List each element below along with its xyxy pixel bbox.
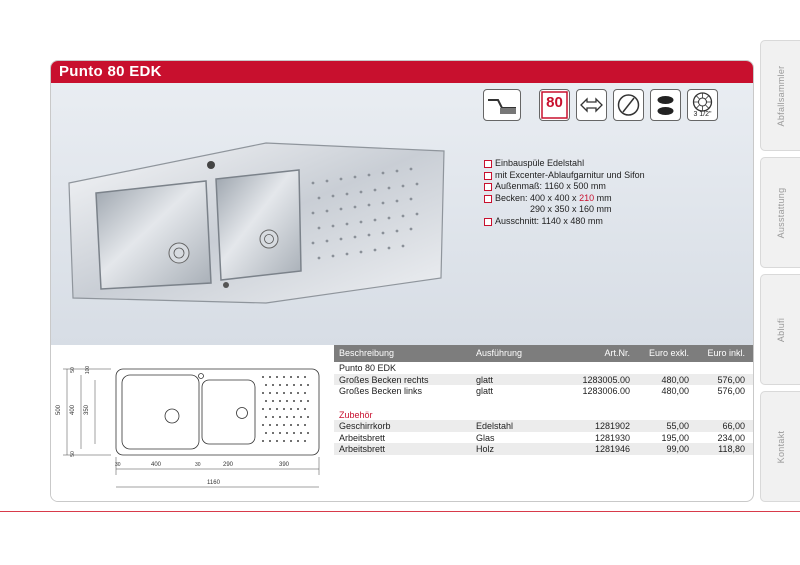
footer-divider bbox=[0, 511, 800, 512]
dim-top-offset2: 100 bbox=[85, 365, 92, 375]
dim-small-height: 350 bbox=[84, 404, 91, 416]
col-header-art-nr: Art.Nr. bbox=[604, 348, 630, 358]
basin-depth-highlight: 210 bbox=[579, 192, 595, 203]
col-header-description: Beschreibung bbox=[339, 348, 395, 358]
product-card bbox=[50, 60, 754, 502]
feature-list bbox=[484, 158, 645, 228]
technical-drawing bbox=[51, 345, 333, 501]
dim-bottom-offset: 50 bbox=[69, 451, 76, 457]
table-row: Großes Becken links glatt 1283006.00 480,00 576,00 bbox=[339, 386, 745, 396]
sidebar-tabs bbox=[760, 40, 800, 500]
waste-strainer-icon bbox=[687, 89, 718, 121]
dim-drainer-width: 390 bbox=[279, 462, 290, 468]
dim-big-width: 400 bbox=[151, 462, 162, 468]
dim-total-height: 500 bbox=[56, 404, 63, 416]
price-table bbox=[334, 345, 753, 455]
feature-icons bbox=[483, 89, 743, 125]
cabinet-width-label: 80 bbox=[546, 94, 563, 111]
dim-top-offset: 50 bbox=[69, 367, 76, 373]
feature-item: Einbauspüle Edelstahl bbox=[484, 158, 645, 170]
product-photo-area bbox=[51, 83, 753, 345]
feature-item: Ausschnitt: 1140 x 480 mm bbox=[484, 216, 645, 228]
table-row: Arbeitsbrett Glas 1281930 195,00 234,00 bbox=[339, 432, 745, 443]
dim-small-width: 290 bbox=[223, 462, 234, 468]
page-title: Punto 80 EDK bbox=[59, 63, 162, 80]
col-header-finish: Ausführung bbox=[476, 348, 523, 358]
feature-item: mit Excenter-Ablaufgarnitur und Sifon bbox=[484, 170, 645, 182]
feature-item: Außenmaß: 1160 x 500 mm bbox=[484, 181, 645, 193]
cabinet-width-icon bbox=[539, 89, 570, 121]
table-group-row bbox=[334, 362, 753, 374]
dim-total-width: 1160 bbox=[207, 480, 220, 486]
inset-sink-icon bbox=[483, 89, 521, 121]
eccentric-valve-icon bbox=[613, 89, 644, 121]
dim-basin-height: 400 bbox=[70, 404, 77, 416]
tab-ausstattung[interactable]: Ausstattung bbox=[760, 157, 800, 268]
tab-abluft[interactable]: Ablufi bbox=[760, 274, 800, 385]
col-header-price-excl: Euro exkl. bbox=[648, 348, 689, 358]
reversible-icon bbox=[576, 89, 607, 121]
table-row: Geschirrkorb Edelstahl 1281902 55,00 66,00 bbox=[334, 420, 753, 432]
table-row: Großes Becken rechts glatt 1283005.00 480,00 576,00 bbox=[334, 374, 753, 386]
tab-abfallsammler[interactable]: Abfallsammler bbox=[760, 40, 800, 151]
table-spacer bbox=[334, 397, 753, 409]
tab-kontakt[interactable]: Kontakt bbox=[760, 391, 800, 502]
group-label: Zubehör bbox=[339, 409, 373, 420]
feature-item: Becken: 400 x 400 x 210 mm bbox=[484, 193, 645, 205]
sink-photo bbox=[61, 93, 481, 353]
col-header-price-incl: Euro inkl. bbox=[707, 348, 745, 358]
table-group-row bbox=[334, 409, 753, 421]
dim-gap: 30 bbox=[195, 462, 201, 468]
feature-item: 290 x 350 x 160 mm bbox=[530, 204, 612, 215]
dim-left-edge: 30 bbox=[115, 462, 121, 468]
title-bar bbox=[51, 61, 753, 83]
waste-strainer-label: 3 1/2" bbox=[693, 111, 712, 118]
table-row: Arbeitsbrett Holz 1281946 99,00 118,80 bbox=[334, 443, 753, 455]
group-label: Punto 80 EDK bbox=[339, 363, 397, 373]
faucet-holes-icon bbox=[650, 89, 681, 121]
table-header bbox=[334, 345, 753, 362]
